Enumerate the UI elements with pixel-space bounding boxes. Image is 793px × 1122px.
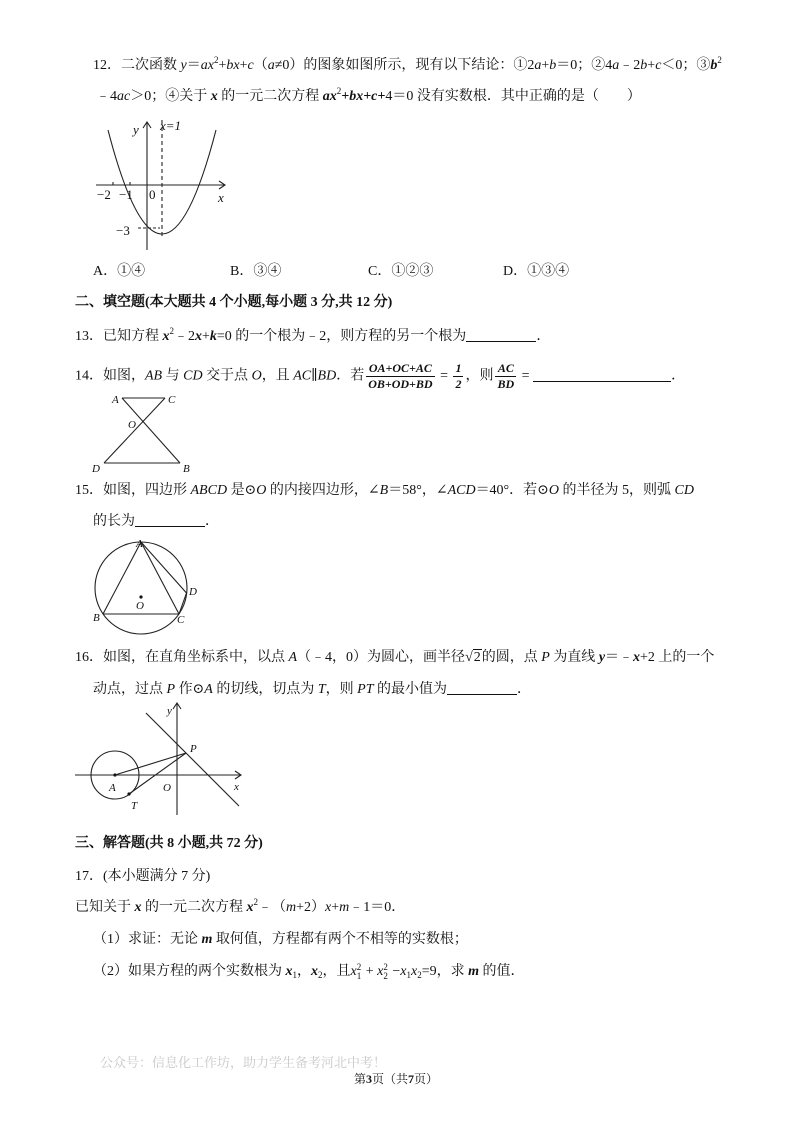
text-run: =9，求 [421, 964, 469, 979]
fraction-denominator: BD [497, 377, 515, 391]
q16-line-2 [93, 680, 531, 700]
math-variable: m [468, 964, 479, 979]
math-variable: ac [117, 89, 131, 104]
q12-option-d: D．①③④ [503, 264, 570, 279]
text-run: = [518, 368, 534, 384]
text-run: 是⊙ [227, 483, 257, 498]
point-label-a: A [109, 782, 116, 794]
math-variable: m [286, 900, 297, 915]
math-variable: ACD [447, 483, 476, 498]
origin-label: O [163, 782, 171, 794]
bold-text: 7 [408, 1072, 415, 1086]
text-run: 4＝0 没有实数根．其中正确的是（ ） [385, 89, 641, 104]
point-label-d: D [92, 463, 100, 475]
section-heading-solutions: 三、解答题(共 8 小题,共 72 分) [75, 836, 263, 851]
answer-blank [533, 367, 671, 382]
math-variable: CD [674, 483, 694, 498]
math-variable: x [246, 900, 254, 915]
text-run: 的内接四边形，∠ [266, 483, 380, 498]
text-run: （2）如果方程的两个实数根为 [93, 964, 286, 979]
segment-dc [179, 593, 187, 614]
math-variable: O [548, 483, 560, 498]
text-run: （﹣4，0）为圆心，画半径 [297, 650, 466, 665]
q12-option-c: C．①②③ [368, 264, 434, 279]
text-run: ． [671, 368, 686, 384]
text-run: + [202, 329, 210, 344]
text-run: ＝﹣ [605, 650, 634, 665]
text-run: +2） [296, 900, 326, 915]
math-variable: A [288, 650, 298, 665]
x-axis-label: x [218, 190, 224, 205]
y-axis-label: y [133, 122, 139, 137]
tangent-coordinate-figure [72, 700, 247, 816]
text-run: ，且 [261, 368, 294, 384]
text-run: ， [297, 964, 311, 979]
text-run: 的一元二次方程 [141, 900, 247, 915]
line-y-equals-minus-x-plus-2 [146, 713, 239, 806]
text-run: 动点，过点 [93, 682, 167, 697]
answer-blank [135, 512, 205, 527]
math-variable: x [134, 900, 142, 915]
point-label-o: O [136, 600, 144, 612]
fraction-denominator: OB+OD+BD [368, 377, 433, 391]
text-run: + [647, 58, 656, 73]
text-run: 页（共 [372, 1072, 409, 1086]
superscript: 2 [356, 961, 362, 972]
fraction-denominator: 2 [455, 377, 462, 391]
section-heading-fill-in: 二、填空题(本大题共 4 个小题,每小题 3 分,共 12 分) [75, 295, 393, 310]
point-label-b: B [183, 463, 190, 475]
segment-pa [115, 753, 186, 775]
superscript: 2 [213, 55, 219, 65]
parabola-figure [90, 112, 235, 254]
text-run: ，则 [465, 368, 494, 384]
math-variable: x [195, 329, 202, 344]
fraction [453, 361, 463, 392]
math-variable: x [285, 964, 293, 979]
hourglass-figure [88, 390, 194, 476]
text-run: =0 的一个根为﹣2，则方程的另一个根为 [216, 329, 467, 344]
math-variable: T [317, 682, 326, 697]
subscript: 1 [292, 970, 297, 980]
point-label-p: P [190, 743, 197, 755]
bold-text: 3 [366, 1072, 373, 1086]
text-run: 14．如图， [75, 368, 145, 384]
text-run: = [436, 368, 452, 384]
math-variable: ABCD [190, 483, 228, 498]
tick-label-minus-2: −2 [97, 187, 111, 202]
q12-option-b: B．③④ [230, 264, 282, 279]
math-variable: a [267, 58, 275, 73]
math-variable: x [410, 964, 418, 979]
math-variable: m [339, 900, 350, 915]
point-label-d: D [189, 586, 197, 598]
text-run: ∥ [311, 368, 318, 384]
math-variable: x [210, 89, 218, 104]
text-run: ﹣4 [96, 89, 117, 104]
text-run: （1）求证：无论 [93, 932, 202, 947]
q15-line-2 [93, 512, 219, 532]
point-label-c: C [177, 614, 185, 626]
superscript: 2 [336, 86, 342, 96]
text-run: 的一元二次方程 [217, 89, 323, 104]
text-run: ． [517, 682, 531, 697]
text-run: 的半径为 5，则弧 [559, 483, 675, 498]
y-axis-label: y [167, 705, 172, 717]
text-run: 交于点 [202, 368, 252, 384]
text-run: +2 上的一个 [640, 650, 715, 665]
x-axis-label: x [234, 781, 239, 793]
math-variable: x [162, 329, 170, 344]
sub-superscript [357, 963, 362, 981]
text-run: ＞0；④关于 [130, 89, 211, 104]
text-run: ＝40°．若⊙ [475, 483, 549, 498]
text-run: + [239, 58, 248, 73]
q14-line-1 [75, 361, 686, 391]
math-variable: b [710, 58, 718, 73]
fraction-numerator: AC [495, 361, 516, 377]
math-variable: B [379, 483, 389, 498]
text-run: （ [253, 58, 268, 73]
superscript: 2 [383, 961, 388, 972]
text-run: + [362, 964, 378, 979]
text-run: 已知关于 [75, 900, 135, 915]
center-dot [139, 595, 142, 598]
text-run: + [218, 58, 227, 73]
text-run: ，且 [322, 964, 351, 979]
point-label-c: C [168, 394, 176, 406]
q15-line-1 [75, 481, 694, 501]
math-variable: AB [145, 368, 163, 384]
q12-line-1 [93, 56, 722, 76]
text-run: 15．如图，四边形 [75, 483, 191, 498]
math-variable: P [541, 650, 550, 665]
text-run: ＜0；③ [661, 58, 711, 73]
fraction [495, 361, 516, 392]
watermark-text: 公众号：信息化工作坊，助力学生备考河北中考！ [100, 1055, 387, 1070]
q12-option-a: A．①④ [93, 264, 146, 279]
text-run: 的值． [478, 964, 525, 979]
text-run: ≠0）的图象如图所示，现有以下结论：①2 [274, 58, 535, 73]
math-variable: O [256, 483, 267, 498]
q17-header: 17．(本小题满分 7 分) [75, 869, 211, 884]
math-variable: bx [226, 58, 240, 73]
math-variable: b [549, 58, 557, 73]
fraction-numerator: OA+OC+AC [366, 361, 434, 377]
point-label-a: A [112, 394, 119, 406]
subscript: 1 [406, 970, 411, 980]
math-variable: BD [317, 368, 337, 384]
q16-line-1 [75, 648, 714, 668]
text-run: 的最小值为 [373, 682, 447, 697]
q12-line-2 [96, 87, 641, 107]
answer-blank [447, 680, 517, 695]
math-variable: A [204, 682, 213, 697]
text-run: ，则 [325, 682, 358, 697]
math-variable: O [251, 368, 262, 384]
text-run: 12．二次函数 [93, 58, 181, 73]
text-run: ＝ [186, 58, 201, 73]
math-variable: c [247, 58, 254, 73]
text-run: 第 [354, 1072, 367, 1086]
text-run: 取何值，方程都有两个不相等的实数根； [212, 932, 468, 947]
text-run: − [388, 964, 401, 979]
math-variable: m [201, 932, 213, 947]
inscribed-quadrilateral-figure [88, 536, 198, 640]
math-variable: a [534, 58, 542, 73]
text-run: 16．如图，在直角坐标系中，以点 [75, 650, 289, 665]
q17-part-2 [93, 962, 524, 982]
math-variable: x [633, 650, 641, 665]
q17-statement [75, 898, 405, 918]
fraction [366, 361, 434, 392]
math-variable: x [377, 964, 384, 979]
subscript: 1 [356, 970, 362, 981]
subscript: 2 [417, 970, 422, 980]
math-variable: c [655, 58, 662, 73]
tick-label-minus-1: −1 [119, 187, 133, 202]
math-variable: y [180, 58, 187, 73]
text-run: ． [205, 514, 219, 529]
text-run: √ [465, 650, 473, 665]
radicand: 2 [473, 650, 481, 665]
text-run: 为直线 [549, 650, 599, 665]
text-run: + [331, 900, 340, 915]
math-variable: AC [293, 368, 312, 384]
superscript: 2 [169, 326, 174, 336]
text-run: 的圆，点 [481, 650, 542, 665]
text-run: ． [536, 329, 551, 344]
math-variable: x [400, 964, 407, 979]
symmetry-axis-label: x=1 [160, 118, 182, 133]
text-run: ﹣（ [258, 900, 286, 915]
superscript: 2 [717, 55, 722, 65]
text-run: 13．已知方程 [75, 329, 163, 344]
text-run: + [541, 58, 550, 73]
tick-label-minus-3: −3 [116, 223, 130, 238]
fraction-numerator: 1 [455, 361, 462, 375]
text-run: 与 [162, 368, 184, 384]
math-variable: y [598, 650, 606, 665]
math-variable: x [325, 900, 332, 915]
text-run: 的切线，切点为 [212, 682, 318, 697]
math-variable: k [209, 329, 217, 344]
math-variable: x [311, 964, 318, 979]
point-label-t: T [131, 800, 138, 812]
math-variable: b [640, 58, 648, 73]
sub-superscript [383, 963, 388, 981]
circle-o [95, 542, 187, 634]
text-run: ＝58°，∠ [388, 483, 448, 498]
math-variable: ax [322, 89, 337, 104]
point-label-b: B [93, 612, 100, 624]
math-variable: a [612, 58, 620, 73]
q17-part-1 [93, 930, 468, 950]
text-run: ﹣1＝0． [349, 900, 406, 915]
math-variable: P [166, 682, 176, 697]
math-variable: PT [357, 682, 374, 697]
point-label-a: A [136, 538, 143, 550]
text-run: ﹣2 [619, 58, 641, 73]
superscript: 2 [253, 897, 258, 907]
text-run: 作⊙ [175, 682, 205, 697]
point-label-o: O [128, 419, 136, 431]
tangent-point-t-dot [127, 792, 130, 795]
origin-label: 0 [149, 187, 156, 202]
text-run: 的长为 [93, 514, 135, 529]
answer-blank [466, 327, 536, 342]
math-variable: ax [200, 58, 214, 73]
text-run: ﹣2 [174, 329, 195, 344]
text-run: ＝0；②4 [556, 58, 613, 73]
subscript: 2 [383, 970, 388, 981]
math-variable: x [350, 964, 357, 979]
text-run: 页） [414, 1072, 439, 1086]
page-number [354, 1069, 438, 1089]
subscript: 2 [318, 970, 323, 980]
math-variable: CD [183, 368, 203, 384]
text-run: ．若 [336, 368, 365, 384]
q13-line-1 [75, 327, 550, 347]
math-variable: +bx+c+ [341, 89, 386, 104]
